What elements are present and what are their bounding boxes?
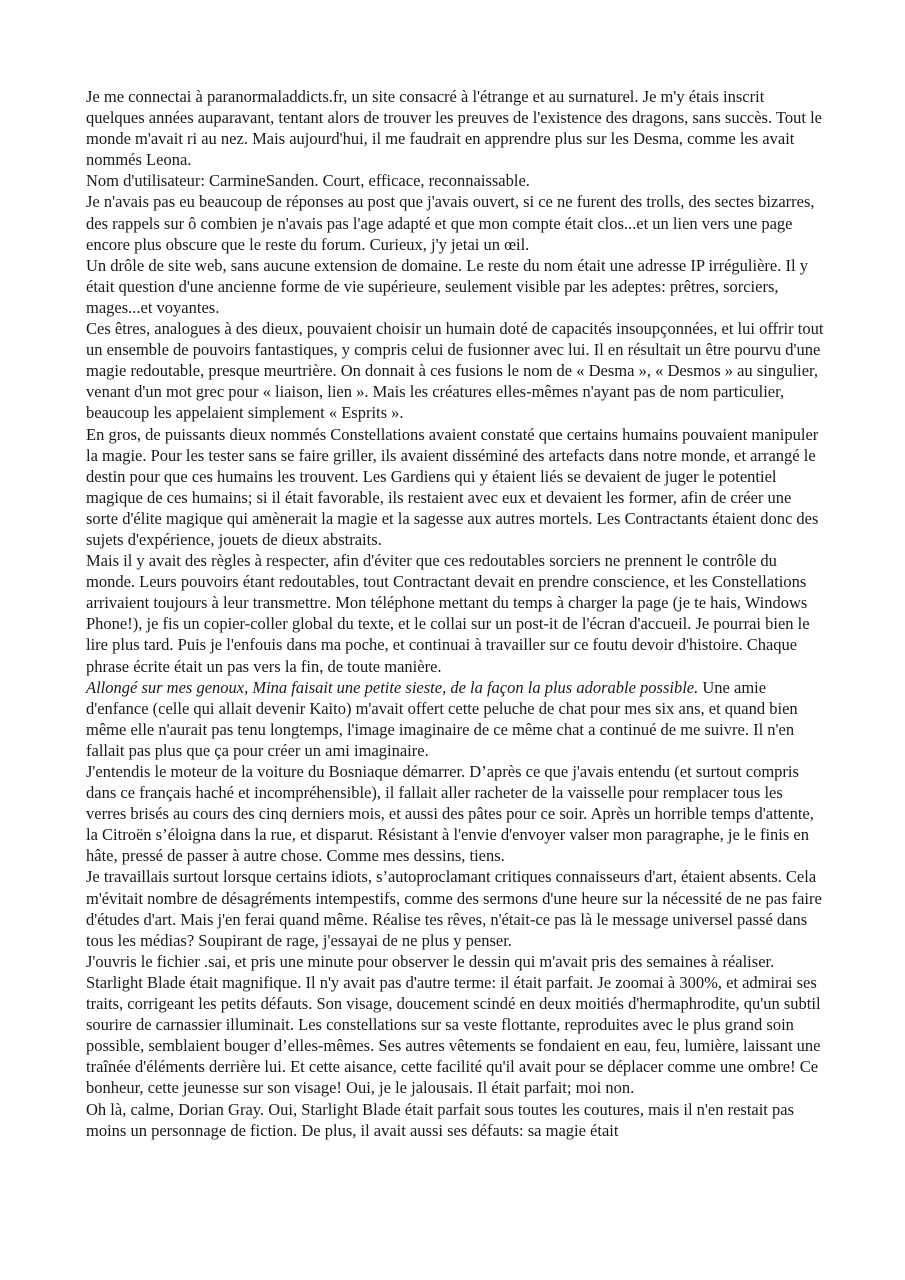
paragraph-7: Mais il y avait des règles à respecter, afin d'éviter que ces redoutables sorciers ne prennent le contrôle du monde. Leurs pouvoirs étant redoutables, tout Contractant devait en prendre conscience, et les Constellations arrivaient toujours à leur transmettre. Mon téléphone mettant du temps à charger la page (je te hais, Windows Phone!), je fis un copier-coller global du texte, et le collai sur un post-it de l'écran d'accueil. Je pourrai bien le lire plus tard. Puis je l'enfouis dans ma poche, et continuai à travailler sur ce foutu devoir d'histoire. Chaque phrase écrite était un pas vers la fin, de toute manière. — [86, 551, 810, 676]
paragraph-9: J'entendis le moteur de la voiture du Bosniaque démarrer. D’après ce que j'avais entendu (et surtout compris dans ce français haché et incompréhensible), il fallait aller racheter de la vaisselle pour remplacer tous les verres brisés au cours des cinq derniers mois, et aussi des pâtes pour ce soir. Après un horrible temps d'attente, la Citroën s’éloigna dans la rue, et disparut. Résistant à l'envie d'envoyer valser mon paragraphe, je le finis en hâte, pressé de passer à autre chose. Comme mes dessins, tiens. — [86, 762, 814, 866]
paragraph-11: J'ouvris le fichier .sai, et pris une minute pour observer le dessin qui m'avait pris des semaines à réaliser. — [86, 951, 775, 971]
paragraph-2: Nom d'utilisateur: CarmineSanden. Court, efficace, reconnaissable. — [86, 171, 530, 191]
paragraph-10: Je travaillais surtout lorsque certains idiots, s’autoproclamant critiques connaisseurs d'art, étaient absents. Cela m'évitait nombre de désagréments intempestifs, comme des sermons d'une heure sur la nécessité de ne pas faire d'études d'art. Mais j'en ferai quand même. Réalise tes rêves, n'était-ce pas là le message universel passé dans tous les médias? Soupirant de rage, j'essayai de ne plus y penser. — [86, 867, 822, 950]
paragraph-8 — [86, 677, 824, 761]
paragraph-3: Je n'avais pas eu beaucoup de réponses au post que j'avais ouvert, si ce ne furent des trolls, des sectes bizarres, des rappels sur ô combien je n'avais pas l'age adapté et que mon compte était clos...et un lien vers une page encore plus obscure que le reste du forum. Curieux, j'y jetai un œil. — [86, 192, 815, 254]
paragraph-5: Ces êtres, analogues à des dieux, pouvaient choisir un humain doté de capacités insoupçonnées, et lui offrir tout un ensemble de pouvoirs fantastiques, y compris celui de fusionner avec lui. Il en résultait un être pourvu d'une magie redoutable, presque meurtrière. On donnait à ces fusions le nom de « Desma », « Desmos » au singulier, venant d'un mot grec pour « liaison, lien ». Mais les créatures elles-mêmes n'ayant pas de nom particulier, beaucoup les appelaient simplement « Esprits ». — [86, 319, 824, 423]
paragraph-1: Je me connectai à paranormaladdicts.fr, un site consacré à l'étrange et au surnaturel. Je m'y étais inscrit quelques années auparavant, tentant alors de trouver les preuves de l'existence des dragons, sans succès. Tout le monde m'avait ri au nez. Mais aujourd'hui, il me faudrait en apprendre plus sur les Desma, comme les avait nommés Leona. — [86, 87, 822, 170]
paragraph-6: En gros, de puissants dieux nommés Constellations avaient constaté que certains humains pouvaient manipuler la magie. Pour les tester sans se faire griller, ils avaient disséminé des artefacts dans notre monde, et arrangé le destin pour que ces humains les trouvent. Les Gardiens qui y étaient liés se devaient de juger le potentiel magique de ces humains; si il était favorable, ils restaient avec eux et devaient les former, afin de créer une sorte d'élite magique qui amènerait la magie et la sagesse aux autres mortels. Les Contractants étaient donc des sujets d'expérience, jouets de dieux abstraits. — [86, 424, 819, 549]
italic-sentence: Allongé sur mes genoux, Mina faisait une petite sieste, de la façon la plus adorable possible. — [86, 677, 699, 697]
paragraph-8-rest: Une amie d'enfance (celle qui allait devenir Kaito) m'avait offert cette peluche de chat pour mes six ans, et quand bien même elle n'aurait pas tenu longtemps, l'image imaginaire de ce même chat a continué de me suivre. Il n'en fallait pas plus que ça pour créer un ami imaginaire. — [86, 677, 798, 760]
document-page — [86, 86, 824, 1141]
paragraph-12: Starlight Blade était magnifique. Il n'y avait pas d'autre terme: il était parfait. Je zoomai à 300%, et admirai ses traits, corrigeant les petits défauts. Son visage, doucement scindé en deux moitiés d'hermaphrodite, qu'un subtil sourire de carnassier illuminait. Les constellations sur sa veste flottante, reproduites avec le plus grand soin possible, semblaient bouger d’elles-mêmes. Ses autres vêtements se fondaient en eau, feu, lumière, laissant une traînée d'éléments derrière lui. Et cette aisance, cette facilité qu'il avait pour se déplacer comme une ombre! Ce bonheur, cette jeunesse sur son visage! Oui, je le jalousais. Il était parfait; moi non. — [86, 972, 821, 1098]
paragraph-4: Un drôle de site web, sans aucune extension de domaine. Le reste du nom était une adresse IP irrégulière. Il y était question d'une ancienne forme de vie supérieure, seulement visible par les adeptes: prêtres, sorciers, mages...et voyantes. — [86, 255, 808, 317]
paragraph-13: Oh là, calme, Dorian Gray. Oui, Starlight Blade était parfait sous toutes les coutures, mais il n'en restait pas moins un personnage de fiction. De plus, il avait aussi ses défauts: sa magie était — [86, 1099, 795, 1140]
